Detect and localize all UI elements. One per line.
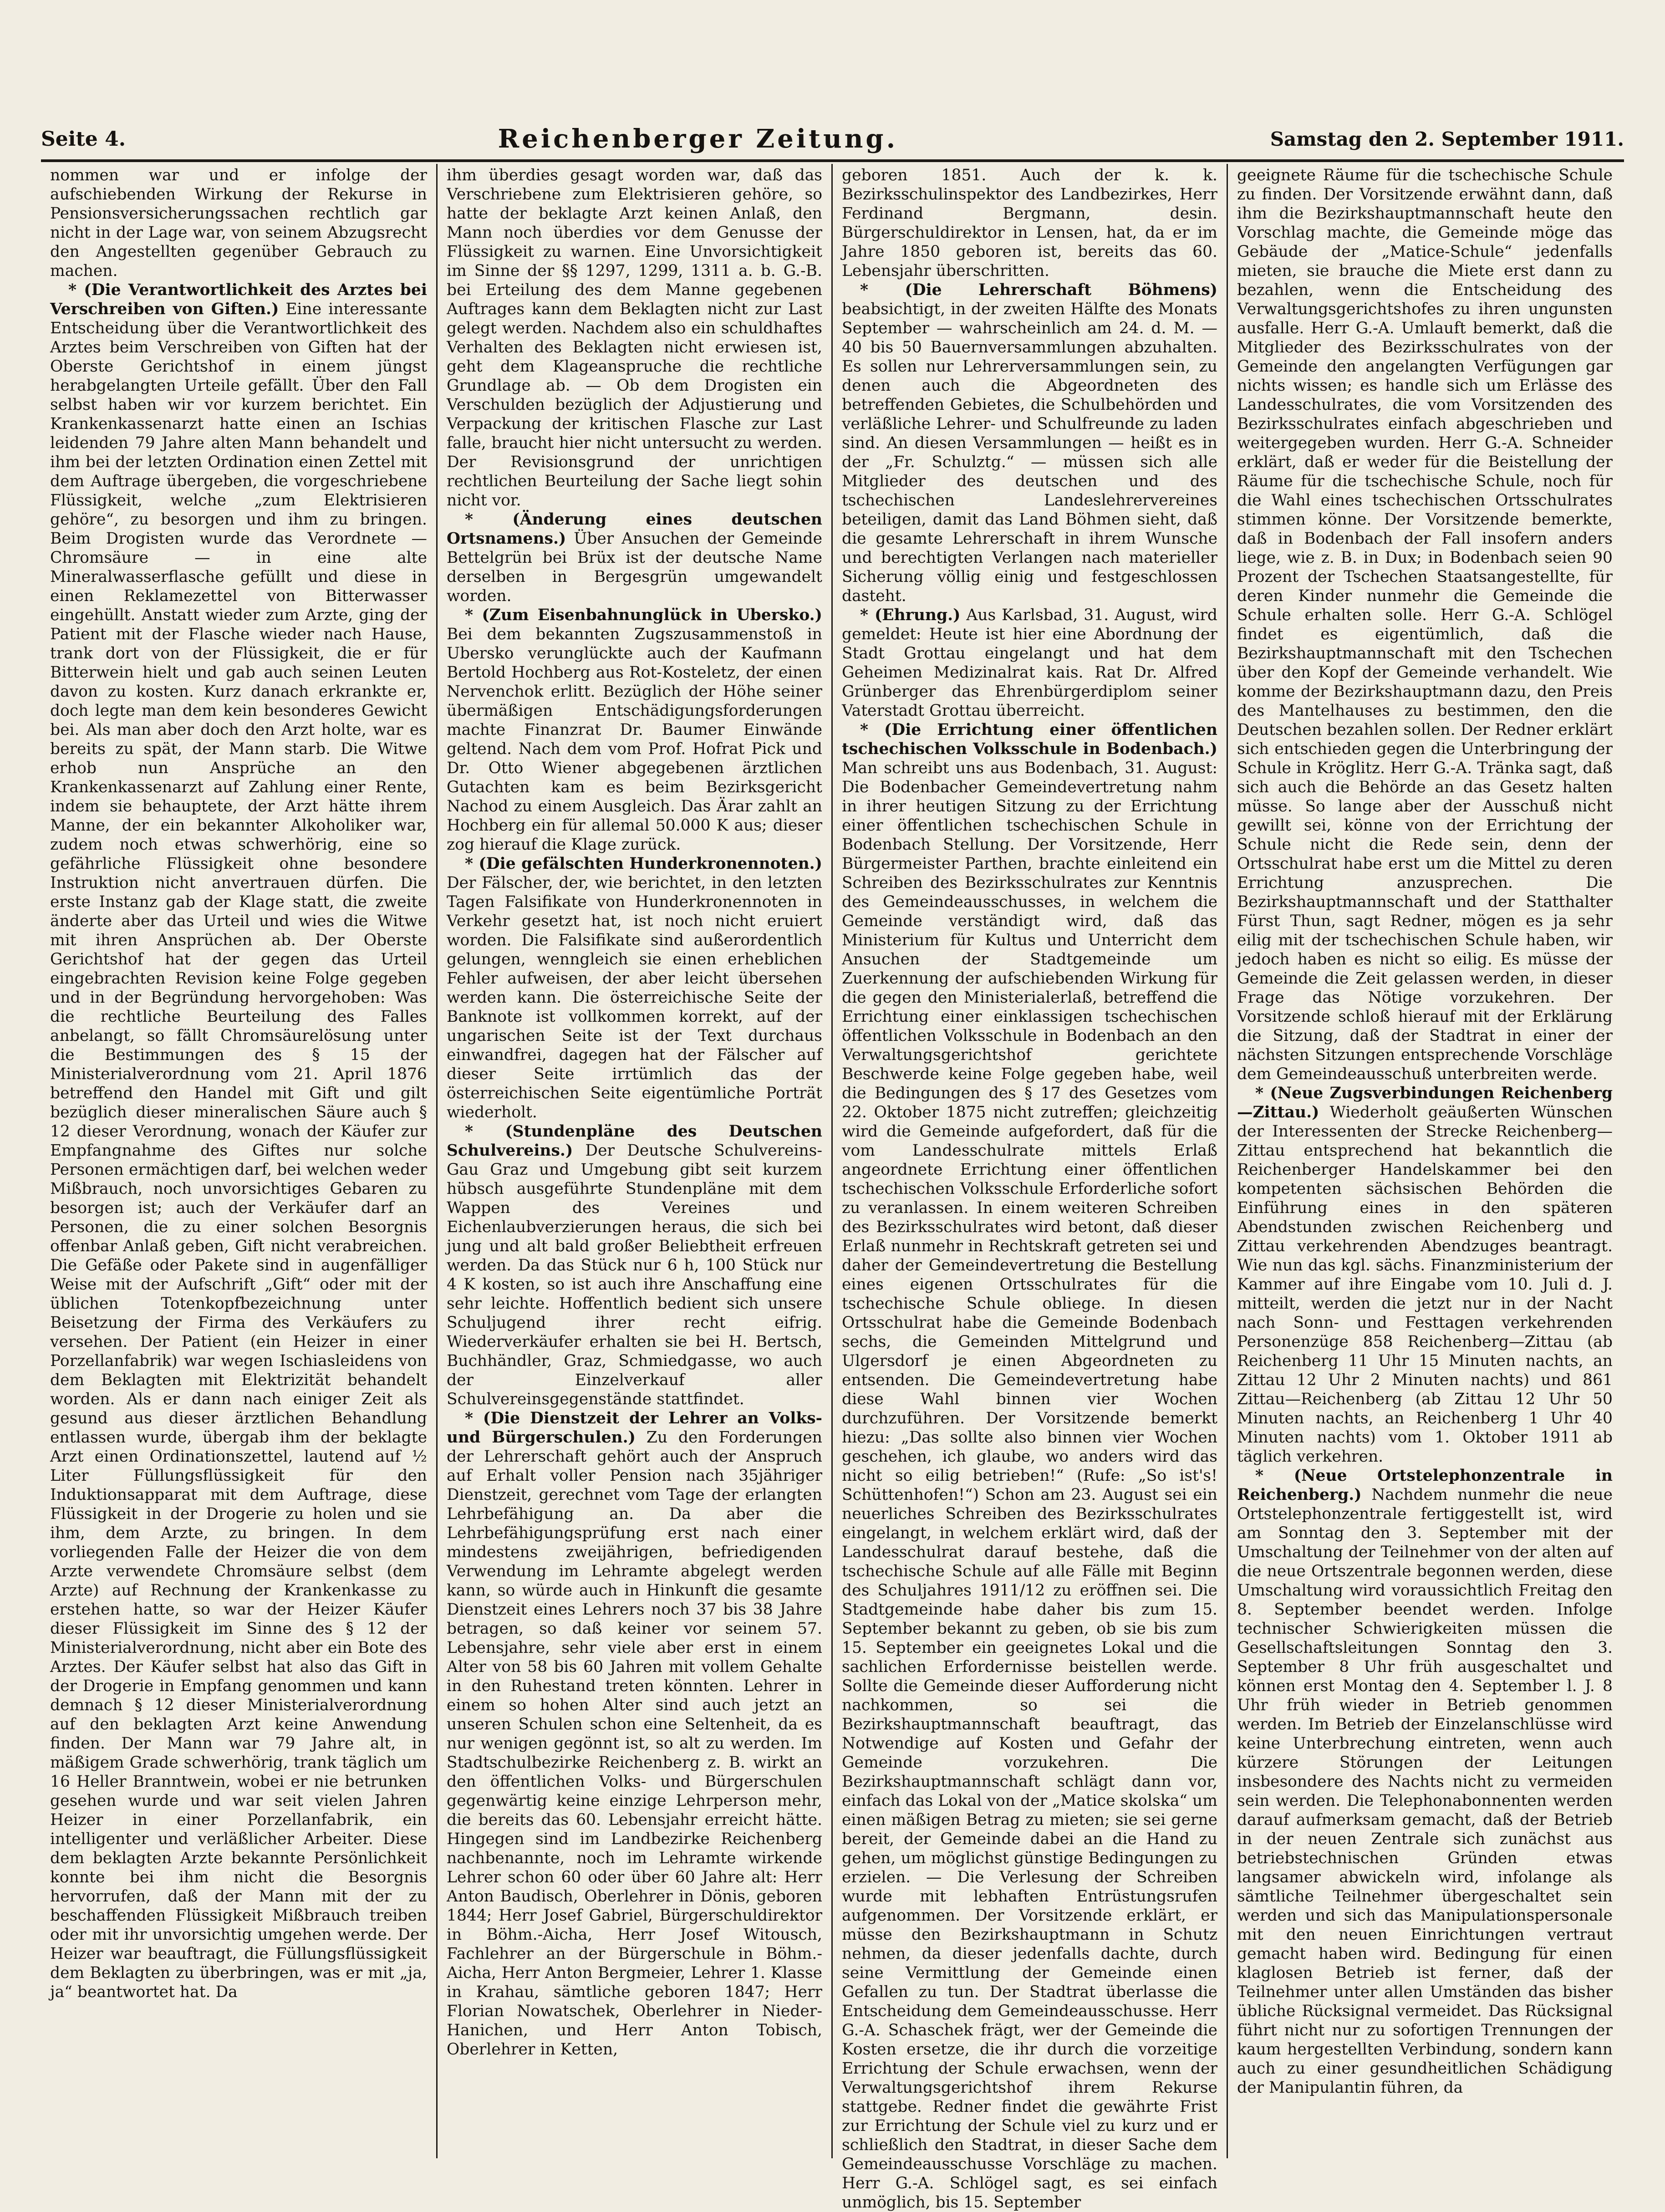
- article-text: ihm überdies gesagt worden war, daß das Verschriebene zum Elektrisieren gehöre, so hatte der beklagte Arzt keinen Anlaß, den Mann noch überdies vor dem Genusse der Flüssigkeit zu warnen. Eine Unvorsichtigkeit im Sinne der §§ 1297, 1299, 1311 a. b. G.-B. bei Erteilung des dem Manne gegebenen Auftrages kann dem Beklagten nicht zur Last gelegt werden. Nachdem also ein schuldhaftes Verhalten des Beklagten nicht erwiesen ist, geht dem Klageanspruche die rechtliche Grundlage ab. — Ob dem Drogisten ein Verschulden bezüglich der Adjustierung und Verpackung der kritischen Flasche zur Last falle, braucht hier nicht untersucht zu werden. Der Revisionsgrund der unrichtigen rechtlichen Beurteilung der Sache liegt sohin nicht vor.: [447, 166, 822, 510]
- article-heading: * (Stundenpläne des Deutschen Schulvereins.): [447, 1122, 822, 1160]
- article-paragraph: [447, 510, 822, 606]
- article-text: geeignete Räume für die tschechische Schule zu finden. Der Vorsitzende erwähnt dann, daß ihm die Bezirkshauptmannschaft heute den Vorschlag machte, die Gemeinde möge das Gebäude der „Matice-Schule“ jedenfalls mieten, sie brauche die Miete erst dann zu bezahlen, wenn die Entscheidung des Verwaltungsgerichtshofes zu ihren ungunsten ausfalle. Herr G.-A. Umlauft bemerkt, daß die Mitglieder des Bezirksschulrates von der Gemeinde den angelangten Verfügungen gar nichts wissen; es handle sich um Erlässe des Landesschulrates, die vom Vorsitzenden des Bezirksschulrates einfach abgeschrieben und weitergegeben wurden. Herr G.-A. Schneider erklärt, daß er weder für die Beistellung der Räume für die tschechische Schule, noch für die Wahl eines tschechischen Ortsschulrates stimmen könne. Der Vorsitzende bemerkte, daß in Bodenbach der Fall insofern anders liege, wie z. B. in Dux; in Bodenbach seien 90 Prozent der Tschechen Staatsangestellte, für deren Kinder nunmehr die Gemeinde die Schule erhalten solle. Herr G.-A. Schlögel findet es eigentümlich, daß die Bezirkshauptmannschaft mit den Tschechen über den Kopf der Gemeinde verhandelt. Wie komme der Bezirkshauptmann dazu, den Preis des Mantelhauses zu bestimmen, den die Deutschen bezahlen sollen. Der Redner erklärt sich entschieden gegen die Unterbringung der Schule in Kröglitz. Herr G.-A. Tränka sagt, daß sich auch die Behörde an das Gesetz halten müsse. So lange aber der Ausschuß nicht gewillt sei, könne von der Errichtung der Schule nicht die Rede sein, denn der Ortsschulrat habe erst um die Mittel zu deren Errichtung anzusprechen. Die Bezirkshauptmannschaft und der Statthalter Fürst Thun, sagt Redner, mögen es ja sehr eilig mit der tschechischen Schule haben, wir jedoch haben es nicht so eilig. Es müsse der Gemeinde die Zeit gelassen werden, in dieser Frage das Nötige vorzukehren. Der Vorsitzende schloß hierauf mit der Erklärung die Sitzung, daß der Stadtrat in einer der nächsten Sitzungen entsprechende Vorschläge dem Gemeindeausschuß unterbreiten werde.: [1237, 166, 1613, 1083]
- article-paragraph: [447, 166, 822, 510]
- article-paragraph: [50, 280, 427, 2002]
- article-paragraph: [1237, 1084, 1613, 1466]
- article-paragraph: [447, 1122, 822, 1409]
- article-heading: * (Änderung eines deutschen Ortsnamens.): [447, 510, 822, 548]
- article-heading: * (Die Errichtung einer öffentlichen tschechischen Volksschule in Bodenbach.): [842, 721, 1217, 758]
- article-text: beabsichtigt, in der zweiten Hälfte des Monats September — wahrscheinlich am 24. d. M. — 40 bis 50 Bauernversammlungen abzuhalten. Es sollen nur Lehrerversammlungen sein, zu denen auch die Abgeordneten des betreffenden Gebietes, die Schulbehörden und verläßliche Lehrer- und Schulfreunde zu laden sind. An diesen Versammlungen — heißt es in der „Fr. Schulztg.“ — müssen sich alle Mitglieder des deutschen und des tschechischen Landeslehrervereines beteiligen, damit das Land Böhmen sieht, daß die gesamte Lehrerschaft in ihrem Wunsche und berechtigten Verlangen nach materieller Sicherung völlig einig und festgeschlossen dasteht.: [842, 300, 1217, 605]
- article-paragraph: [447, 1409, 822, 2059]
- article-paragraph: [1237, 166, 1613, 1084]
- column-2: [436, 164, 831, 2158]
- article-text: Nachdem nunmehr die neue Ortstelephonzentrale fertiggestellt ist, wird am Sonntag den 3. September mit der Umschaltung der Teilnehmer von der alten auf die neue Ortszentrale begonnen werden, diese Umschaltung wird voraussichtlich Freitag den 8. September beendet werden. Infolge technischer Schwierigkeiten müssen die Gesellschaftsleitungen Sonntag den 3. September 8 Uhr früh ausgeschaltet und können erst Montag den 4. September l. J. 8 Uhr früh wieder in Betrieb genommen werden. Im Betrieb der Einzelanschlüsse wird keine Unterbrechung eintreten, wenn auch kürzere Störungen der Leitungen insbesondere des Nachts nicht zu vermeiden sein werden. Die Telephonabonnenten werden darauf aufmerksam gemacht, daß der Betrieb in der neuen Zentrale sich zunächst aus betriebstechnischen Gründen etwas langsamer abwickeln wird, infolange als sämtliche Teilnehmer übergeschaltet sein werden und sich das Manipulationspersonale mit den neuen Einrichtungen vertraut gemacht haben wird. Bedingung für einen klaglosen Betrieb ist ferner, daß der Teilnehmer unter allen Umständen das bisher übliche Rücksignal vermeidet. Das Rücksignal führt nicht nur zu sofortigen Trennungen der kaum hergestellten Verbindung, sondern kann auch zu einer gesundheitlichen Schädigung der Manipulantin führen, da: [1237, 1486, 1613, 2097]
- article-text: Eine interessante Entscheidung über die Verantwortlichkeit des Arztes beim Verschreiben von Giften hat der Oberste Gerichtshof in einem jüngst herabgelangten Urteile gefällt. Über den Fall selbst haben wir vor kurzem berichtet. Ein Krankenkassenarzt hatte einen an Ischias leidenden 79 Jahre alten Mann behandelt und ihm bei der letzten Ordination einen Zettel mit dem Auftrage übergeben, die vorgeschriebene Flüssigkeit, welche „zum Elektrisieren gehöre“, zu besorgen und ihm zu bringen. Beim Drogisten wurde das Verordnete — Chromsäure — in eine alte Mineralwasserflasche gefüllt und diese in einen Reklamezettel von Bitterwasser eingehüllt. Anstatt wieder zum Arzte, ging der Patient mit der Flasche wieder nach Hause, trank dort von der Flüssigkeit, die er für Bitterwein hielt und gab auch seinen Leuten davon zu kosten. Kurz danach erkrankte er, doch legte man dem kein besonderes Gewicht bei. Als man aber doch den Arzt holte, war es bereits zu spät, der Mann starb. Die Witwe erhob nun Ansprüche an den Krankenkassenarzt auf Zahlung einer Rente, indem sie behauptete, der Arzt hätte ihrem Manne, der ein bekannter Alkoholiker war, zudem noch etwas schwerhörig, eine so gefährliche Flüssigkeit ohne besondere Instruktion nicht anvertrauen dürfen. Die erste Instanz gab der Klage statt, die zweite änderte aber das Urteil und wies die Witwe mit ihren Ansprüchen ab. Der Oberste Gerichtshof hat der gegen das Urteil eingebrachten Revision keine Folge gegeben und in der Begründung hervorgehoben: Was die rechtliche Beurteilung des Falles anbelangt, so fällt Chromsäurelösung unter die Bestimmungen des § 15 der Ministerialverordnung vom 21. April 1876 betreffend den Handel mit Gift und gilt bezüglich dieser mineralischen Säure auch § 12 dieser Verordnung, wonach der Käufer zur Empfangnahme des Giftes nur solche Personen ermächtigen darf, bei welchen weder Mißbrauch, noch unvorsichtiges Gebaren zu besorgen ist; auch der Verkäufer darf an Personen, die zu einer solchen Besorgnis offenbar Anlaß geben, Gift nicht verabreichen. Die Gefäße oder Pakete sind in augenfälliger Weise mit der Aufschrift „Gift“ oder mit der üblichen Totenkopfbezeichnung unter Beisetzung der Firma des Verkäufers zu versehen. Der Patient (ein Heizer in einer Porzellanfabrik) war wegen Ischiasleidens von dem Beklagten mit Elektrizität behandelt worden. Als er dann nach einiger Zeit als gesund aus dieser ärztlichen Behandlung entlassen wurde, übergab ihm der beklagte Arzt einen Ordinationszettel, lautend auf ½ Liter Füllungsflüssigkeit für den Induktionsapparat mit dem Auftrage, diese Flüssigkeit in der Drogerie zu holen und sie ihm, dem Arzte, zu bringen. In dem vorliegenden Falle der Heizer die von dem Arzte verwendete Chromsäure selbst (dem Arzte) auf Rechnung der Krankenkasse zu erstehen hatte, so war der Heizer Käufer dieser Flüssigkeit im Sinne des § 12 der Ministerialverordnung, nicht aber ein Bote des Arztes. Der Käufer selbst hat also das Gift in der Drogerie in Empfang genommen und kann demnach § 12 dieser Ministerialverordnung auf den beklagten Arzt keine Anwendung finden. Der Mann war 79 Jahre alt, in mäßigem Grade schwerhörig, trank täglich um 16 Heller Branntwein, wobei er nie betrunken gesehen wurde und war seit vielen Jahren Heizer in einer Porzellanfabrik, ein intelligenter und verläßlicher Arbeiter. Diese dem beklagten Arzte bekannte Persönlichkeit konnte bei ihm nicht die Besorgnis hervorrufen, daß der Mann mit der zu beschaffenden Flüssigkeit Mißbrauch treiben oder mit ihr unvorsichtig umgehen werde. Der Heizer war beauftragt, die Füllungsflüssigkeit dem Beklagten zu überbringen, was er mit „ja, ja“ beantwortet hat. Da: [50, 300, 427, 2001]
- article-text: Bei dem bekannten Zugszusammenstoß in Ubersko verunglückte auch der Kaufmann Bertold Hochberg aus Rot-Kosteletz, der einen Nervenchok erlitt. Bezüglich der Höhe seiner übermäßigen Entschädigungsforderungen machte Finanzrat Dr. Baumer Einwände geltend. Nach dem vom Prof. Hofrat Pick und Dr. Otto Wiener abgegebenen ärztlichen Gutachten kam es beim Bezirksgericht Nachod zu einem Ausgleich. Das Ärar zahlt an Hochberg ein für allemal 50.000 K aus; dieser zog hierauf die Klage zurück.: [447, 625, 822, 854]
- article-heading: * (Die Lehrerschaft Böhmens): [860, 281, 1217, 299]
- text-columns: [41, 164, 1623, 2212]
- article-heading: * (Neue Ortstelephonzentrale in Reichenberg.): [1237, 1467, 1613, 1504]
- page-number: Seite 4.: [41, 127, 126, 151]
- article-paragraph: [842, 166, 1217, 280]
- column-4: [1227, 164, 1622, 2158]
- newspaper-title: Reichenberger Zeitung.: [498, 124, 898, 154]
- article-heading: * (Die Dienstzeit der Lehrer an Volks- und Bürgerschulen.): [447, 1409, 822, 1447]
- column-3: [831, 164, 1227, 2212]
- article-paragraph: [50, 166, 427, 280]
- article-paragraph: [842, 720, 1217, 2212]
- article-paragraph: [842, 606, 1217, 720]
- article-text: Der Fälscher, der, wie berichtet, in den letzten Tagen Falsifikate von Hunderkronennoten in Verkehr gesetzt hat, ist noch nicht eruiert worden. Die Falsifikate sind außerordentlich gelungen, wenngleich sie einen erheblichen Fehler aufweisen, der aber leicht übersehen werden kann. Die österreichische Seite der Banknote ist vollkommen korrekt, auf der ungarischen Seite ist der Text durchaus einwandfrei, dagegen hat der Fälscher auf dieser Seite irrtümlich das der österreichischen Seite eigentümliche Porträt wiederholt.: [447, 874, 822, 1121]
- column-1: [41, 164, 436, 2158]
- issue-date: Samstag den 2. September 1911.: [1270, 127, 1624, 150]
- header-rule: [41, 159, 1624, 162]
- article-heading: * (Neue Zugsverbindungen Reichenberg—Zittau.): [1237, 1084, 1613, 1121]
- article-text: Man schreibt uns aus Bodenbach, 31. August: Die Bodenbacher Gemeindevertretung nahm in ihrer heutigen Sitzung zu der Errichtung einer öffentlichen tschechischen Schule in Bodenbach Stellung. Der Vorsitzende, Herr Bürgermeister Parthen, brachte einleitend ein Schreiben des Bezirksschulrates zur Kenntnis des Gemeindeausschusses, in welchem die Gemeinde verständigt wird, daß das Ministerium für Kultus und Unterricht dem Ansuchen der Stadtgemeinde um Zuerkennung der aufschiebenden Wirkung für die gegen den Ministerialerlaß, betreffend die Errichtung einer einklassigen tschechischen öffentlichen Volksschule in Bodenbach an den Verwaltungsgerichtshof gerichtete Beschwerde keine Folge gegeben habe, weil die Bedingungen des § 17 des Gesetzes vom 22. Oktober 1875 nicht zutreffen; gleichzeitig wird die Gemeinde aufgefordert, daß für die vom Landesschulrate mittels Erlaß angeordnete Errichtung einer öffentlichen tschechischen Volksschule Erforderliche sofort zu veranlassen. In einem weiteren Schreiben des Bezirksschulrates wird betont, daß dieser Erlaß nunmehr in Rechtskraft getreten sei und daher der Gemeindevertretung die Bestellung eines eigenen Ortsschulrates für die tschechische Schule obliege. In diesen Ortsschulrat habe die Gemeinde Bodenbach sechs, die Gemeinden Mittelgrund und Ulgersdorf je einen Abgeordneten zu entsenden. Die Gemeindevertretung habe diese Wahl binnen vier Wochen durchzuführen. Der Vorsitzende bemerkt hiezu: „Das sollte also binnen vier Wochen geschehen, ich glaube, wo anders wird das nicht so eilig betrieben!“ (Rufe: „So ist's! Schüttenhofen!“) Schon am 23. August sei ein neuerliches Schreiben des Bezirksschulrates eingelangt, in welchem erklärt wird, daß der Landesschulrat darauf bestehe, daß die tschechische Schule auf alle Fälle mit Beginn des Schuljahres 1911/12 zu eröffnen sei. Die Stadtgemeinde habe daher bis zum 15. September bekannt zu geben, ob sie bis zum 15. September ein geeignetes Lokal und die sachlichen Erfordernisse beistellen werde. Sollte die Gemeinde dieser Aufforderung nicht nachkommen, so sei die Bezirkshauptmannschaft beauftragt, das Notwendige auf Kosten und Gefahr der Gemeinde vorzukehren. Die Bezirkshauptmannschaft schlägt dann vor, einfach das Lokal von der „Matice skolska“ um einen mäßigen Betrag zu mieten; sie sei gerne bereit, der Gemeinde dabei an die Hand zu gehen, um möglichst günstige Bedingungen zu erzielen. — Die Verlesung der Schreiben wurde mit lebhaften Entrüstungsrufen aufgenommen. Der Vorsitzende erklärt, er müsse den Bezirkshauptmann in Schutz nehmen, da dieser jedenfalls dachte, durch seine Vermittlung der Gemeinde einen Gefallen zu tun. Der Stadtrat überlasse die Entscheidung dem Gemeindeausschusse. Herr G.-A. Schaschek frägt, wer der Gemeinde die Kosten ersetze, die ihr durch die vorzeitige Errichtung der Schule erwachsen, wenn der Verwaltungsgerichtshof ihrem Rekurse stattgebe. Redner findet die gewährte Frist zur Errichtung der Schule viel zu kurz und er schließlich den Stadtrat, in dieser Sache dem Gemeindeausschusse Vorschläge zu machen. Herr G.-A. Schlögel sagt, es sei einfach unmöglich, bis 15. September: [842, 759, 1217, 2212]
- article-text: Aus Karlsbad, 31. August, wird gemeldet: Heute ist hier eine Abordnung der Stadt Grottau eingelangt und hat dem Geheimen Medizinalrat kais. Rat Dr. Alfred Grünberger das Ehrenbürgerdiplom seiner Vaterstadt Grottau überreicht.: [842, 606, 1218, 720]
- article-paragraph: [1237, 1466, 1613, 2097]
- article-heading: * (Ehrung.): [860, 606, 961, 624]
- article-heading: * (Die Verantwortlichkeit des Arztes bei Verschreiben von Giften.): [50, 281, 427, 318]
- article-text: Zu den Forderungen der Lehrerschaft gehört auch der Anspruch auf Erhalt voller Pension nach 35jähriger Dienstzeit, gerechnet vom Tage der erlangten Lehrbefähigung an. Da aber die Lehrbefähigungsprüfung erst nach einer mindestens zweijährigen, befriedigenden Verwendung im Lehramte abgelegt werden kann, so würde auch in Hinkunft die gesamte Dienstzeit eines Lehrers noch 37 bis 38 Jahre betragen, so daß keiner vor seinem 57. Lebensjahre, sehr viele aber erst in einem Alter von 58 bis 60 Jahren mit vollem Gehalte in den Ruhestand treten könnten. Lehrer in einem so hohen Alter sind auch jetzt an unseren Schulen schon eine Seltenheit, da es nur wenigen gegönnt ist, so alt zu werden. Im Stadtschulbezirke Reichenberg z. B. wirkt an den öffentlichen Volks- und Bürgerschulen gegenwärtig keine einzige Lehrperson mehr, die bereits das 60. Lebensjahr erreicht hätte. Hingegen sind im Landbezirke Reichenberg nachbenannte, noch im Lehramte wirkende Lehrer schon 60 oder über 60 Jahre alt: Herr Anton Baudisch, Oberlehrer in Dönis, geboren 1844; Herr Josef Gabriel, Bürgerschuldirektor in Böhm.-Aicha, Herr Josef Witousch, Fachlehrer an der Bürgerschule in Böhm.-Aicha, Herr Anton Bergmeier, Lehrer 1. Klasse in Krahau, sämtliche geboren 1847; Herr Florian Nowatschek, Oberlehrer in Nieder-Hanichen, und Herr Anton Tobisch, Oberlehrer in Ketten,: [447, 1428, 823, 2059]
- article-heading: * (Zum Eisenbahnunglück in Ubersko.): [465, 606, 822, 624]
- article-paragraph: [447, 854, 822, 1122]
- article-heading: * (Die gefälschten Hunderkronennoten.): [465, 855, 822, 873]
- article-text: Über Ansuchen der Gemeinde Bettelgrün bei Brüx ist der deutsche Name derselben in Bergesgrün umgewandelt worden.: [447, 530, 823, 605]
- article-text: geboren 1851. Auch der k. k. Bezirksschulinspektor des Landbezirkes, Herr Ferdinand Bergmann, desin. Bürgerschuldirektor in Lensen, hat, da er im Jahre 1850 geboren ist, bereits das 60. Lebensjahr überschritten.: [842, 166, 1217, 280]
- article-text: nommen war und er infolge der aufschiebenden Wirkung der Rekurse in Pensionsversicherungssachen rechtlich gar nicht in der Lage war, von seinem Abzugsrecht den Angestellten gegenüber Gebrauch zu machen.: [50, 166, 427, 280]
- article-paragraph: [842, 280, 1217, 606]
- page-header: [41, 123, 1624, 155]
- article-text: Wiederholt geäußerten Wünschen der Interessenten der Strecke Reichenberg—Zittau entsprechend hat bekanntlich die Reichenberger Handelskammer bei den kompetenten sächsischen Behörden die Einführung eines in den späteren Abendstunden zwischen Reichenberg und Zittau verkehrenden Abendzuges beantragt. Wie nun das kgl. sächs. Finanzministerium der Kammer auf ihre Eingabe vom 10. Juli d. J. mitteilt, werden die jetzt nur in der Nacht nach Sonn- und Festtagen verkehrenden Personenzüge 858 Reichenberg—Zittau (ab Reichenberg 11 Uhr 15 Minuten nachts, an Zittau 12 Uhr 2 Minuten nachts) und 861 Zittau—Reichenberg (ab Zittau 12 Uhr 50 Minuten nachts, an Reichenberg 1 Uhr 40 Minuten nachts) vom 1. Oktober 1911 ab täglich verkehren.: [1237, 1103, 1613, 1466]
- article-paragraph: [447, 606, 822, 854]
- article-text: Der Deutsche Schulvereins-Gau Graz und Umgebung gibt seit kurzem hübsch ausgeführte Stundenpläne mit dem Wappen des Vereines und Eichenlaubverzierungen heraus, die sich bei jung und alt bald großer Beliebtheit erfreuen werden. Da das Stück nur 6 h, 100 Stück nur 4 K kosten, so ist auch ihre Anschaffung eine sehr leichte. Hoffentlich bedient sich unsere Schuljugend ihrer recht eifrig. Wiederverkäufer erhalten sie bei H. Bertsch, Buchhändler, Graz, Schmiedgasse, wo auch der Einzelverkauf aller Schulvereinsgegenstände stattfindet.: [447, 1142, 822, 1408]
